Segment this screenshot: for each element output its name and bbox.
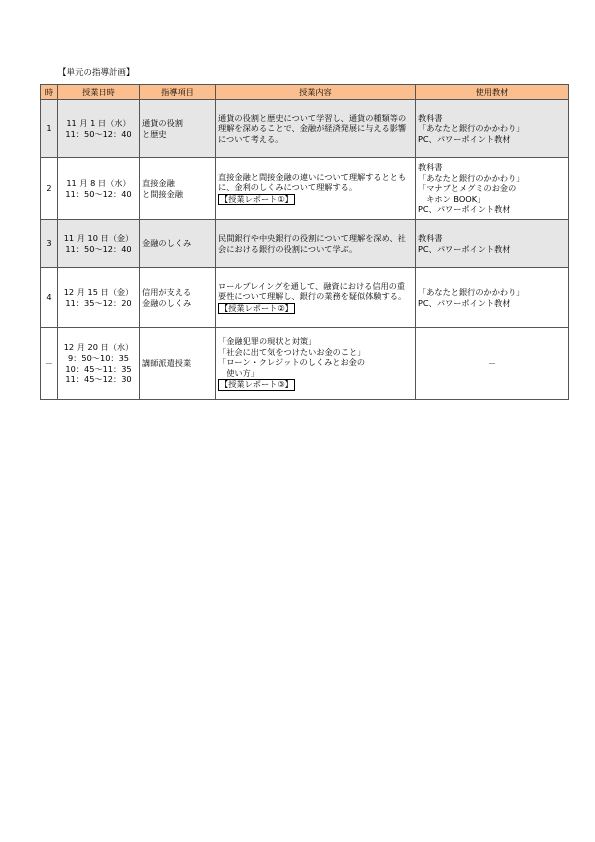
item-line: 金融のしくみ [142,238,192,249]
no-materials-dash: － [487,358,497,369]
date-line: 11 月 10 日（金） [63,232,134,243]
item-line: 金融のしくみ [142,297,192,308]
time-line: 11：50～12：40 [65,128,132,139]
material-item: 「あなたと銀行のかかわり」 [418,286,525,297]
item-line: と間接金融 [142,188,183,199]
time-line: 9：50～10：35 [67,352,130,363]
material-item: 「あなたと銀行のかかわり」 [418,172,525,183]
material-item: 教科書 [418,112,443,123]
table-row [41,220,569,268]
date-line: 11 月 8 日（水） [66,177,131,188]
content-text: 通貨の役割と歴史について学習し、通貨の種類等の理解を深めることで、金融が経済発展に与える影響について考える。 [218,112,407,144]
material-item: PC、パワーポイント教材 [418,243,511,254]
time-line: 11：50～12：40 [65,188,132,199]
lesson-date [58,328,140,400]
table-row [41,268,569,328]
material-item: PC、パワーポイント教材 [418,133,511,144]
date-line: 11 月 1 日（水） [66,117,131,128]
content-line: 使い方」 [218,367,259,378]
date-line: 12 月 15 日（金） [63,286,134,297]
item-line: 通貨の役割 [142,117,183,128]
header-date: 授業日時 [58,85,140,100]
teaching-plan-table [40,84,569,400]
item-line: と歴史 [142,128,167,139]
period-number: 4 [41,268,58,328]
material-item: 「あなたと銀行のかかわり」 [418,123,525,134]
lesson-content [216,328,416,400]
lesson-report-label: 【授業レポート②】 [220,302,293,313]
lesson-materials [416,220,569,268]
table-row [41,328,569,400]
lesson-content [216,268,416,328]
lesson-report-label: 【授業レポート③】 [220,379,293,390]
period-number: 2 [41,158,58,220]
material-item: 「マナブとメグミのお金の [418,183,517,194]
period-number: 3 [41,220,58,268]
lesson-item [140,268,216,328]
material-item: 教科書 [418,162,443,173]
content-line: 「金融犯罪の現状と対策」 [218,336,317,347]
lesson-materials [416,100,569,158]
table-header-row [41,85,569,100]
content-text: 民間銀行や中央銀行の役割について理解を深め、社会における銀行の役割について学ぶ。 [218,232,406,254]
item-line: 直接金融 [142,177,175,188]
item-line: 信用が支える [142,286,192,297]
header-materials: 使用教材 [416,85,569,100]
item-line: 講師派遣授業 [142,358,192,369]
lesson-date [58,220,140,268]
content-line: 「社会に出て気をつけたいお金のこと」 [218,346,366,357]
lesson-content [216,220,416,268]
lesson-content [216,100,416,158]
lesson-date [58,100,140,158]
date-line: 12 月 20 日（水） [63,342,134,353]
table-row [41,100,569,158]
lesson-content [216,158,416,220]
content-text: ロールプレイングを通して、融資における信用の重要性について理解し、銀行の業務を疑似体験する。 [218,280,407,302]
lesson-materials [416,268,569,328]
section-title: 【単元の指導計画】 [58,68,135,78]
time-line: 10：45～11：35 [65,363,132,374]
header-content: 授業内容 [216,85,416,100]
lesson-item [140,158,216,220]
content-text: 直接金融と間接金融の違いについて理解するとともに、金利のしくみについて理解する。 [218,171,407,193]
material-item: 教科書 [418,232,443,243]
header-item: 指導項目 [140,85,216,100]
material-item: PC、パワーポイント教材 [418,297,511,308]
header-period: 時 [41,85,58,100]
table-row [41,158,569,220]
time-line: 11：45～12：30 [65,374,132,385]
period-number: 1 [41,100,58,158]
material-item: PC、パワーポイント教材 [418,204,511,215]
material-item: キホン BOOK」 [418,193,486,204]
lesson-materials [416,158,569,220]
time-line: 11：35～12：20 [65,297,132,308]
lesson-date [58,268,140,328]
time-line: 11：50～12：40 [65,243,132,254]
lesson-item [140,100,216,158]
lesson-report-label: 【授業レポート①】 [220,193,293,204]
lesson-date [58,158,140,220]
content-line: 「ローン・クレジットのしくみとお金の [218,357,366,368]
period-number: － [41,328,58,400]
lesson-materials [416,328,569,400]
lesson-item [140,220,216,268]
lesson-item [140,328,216,400]
